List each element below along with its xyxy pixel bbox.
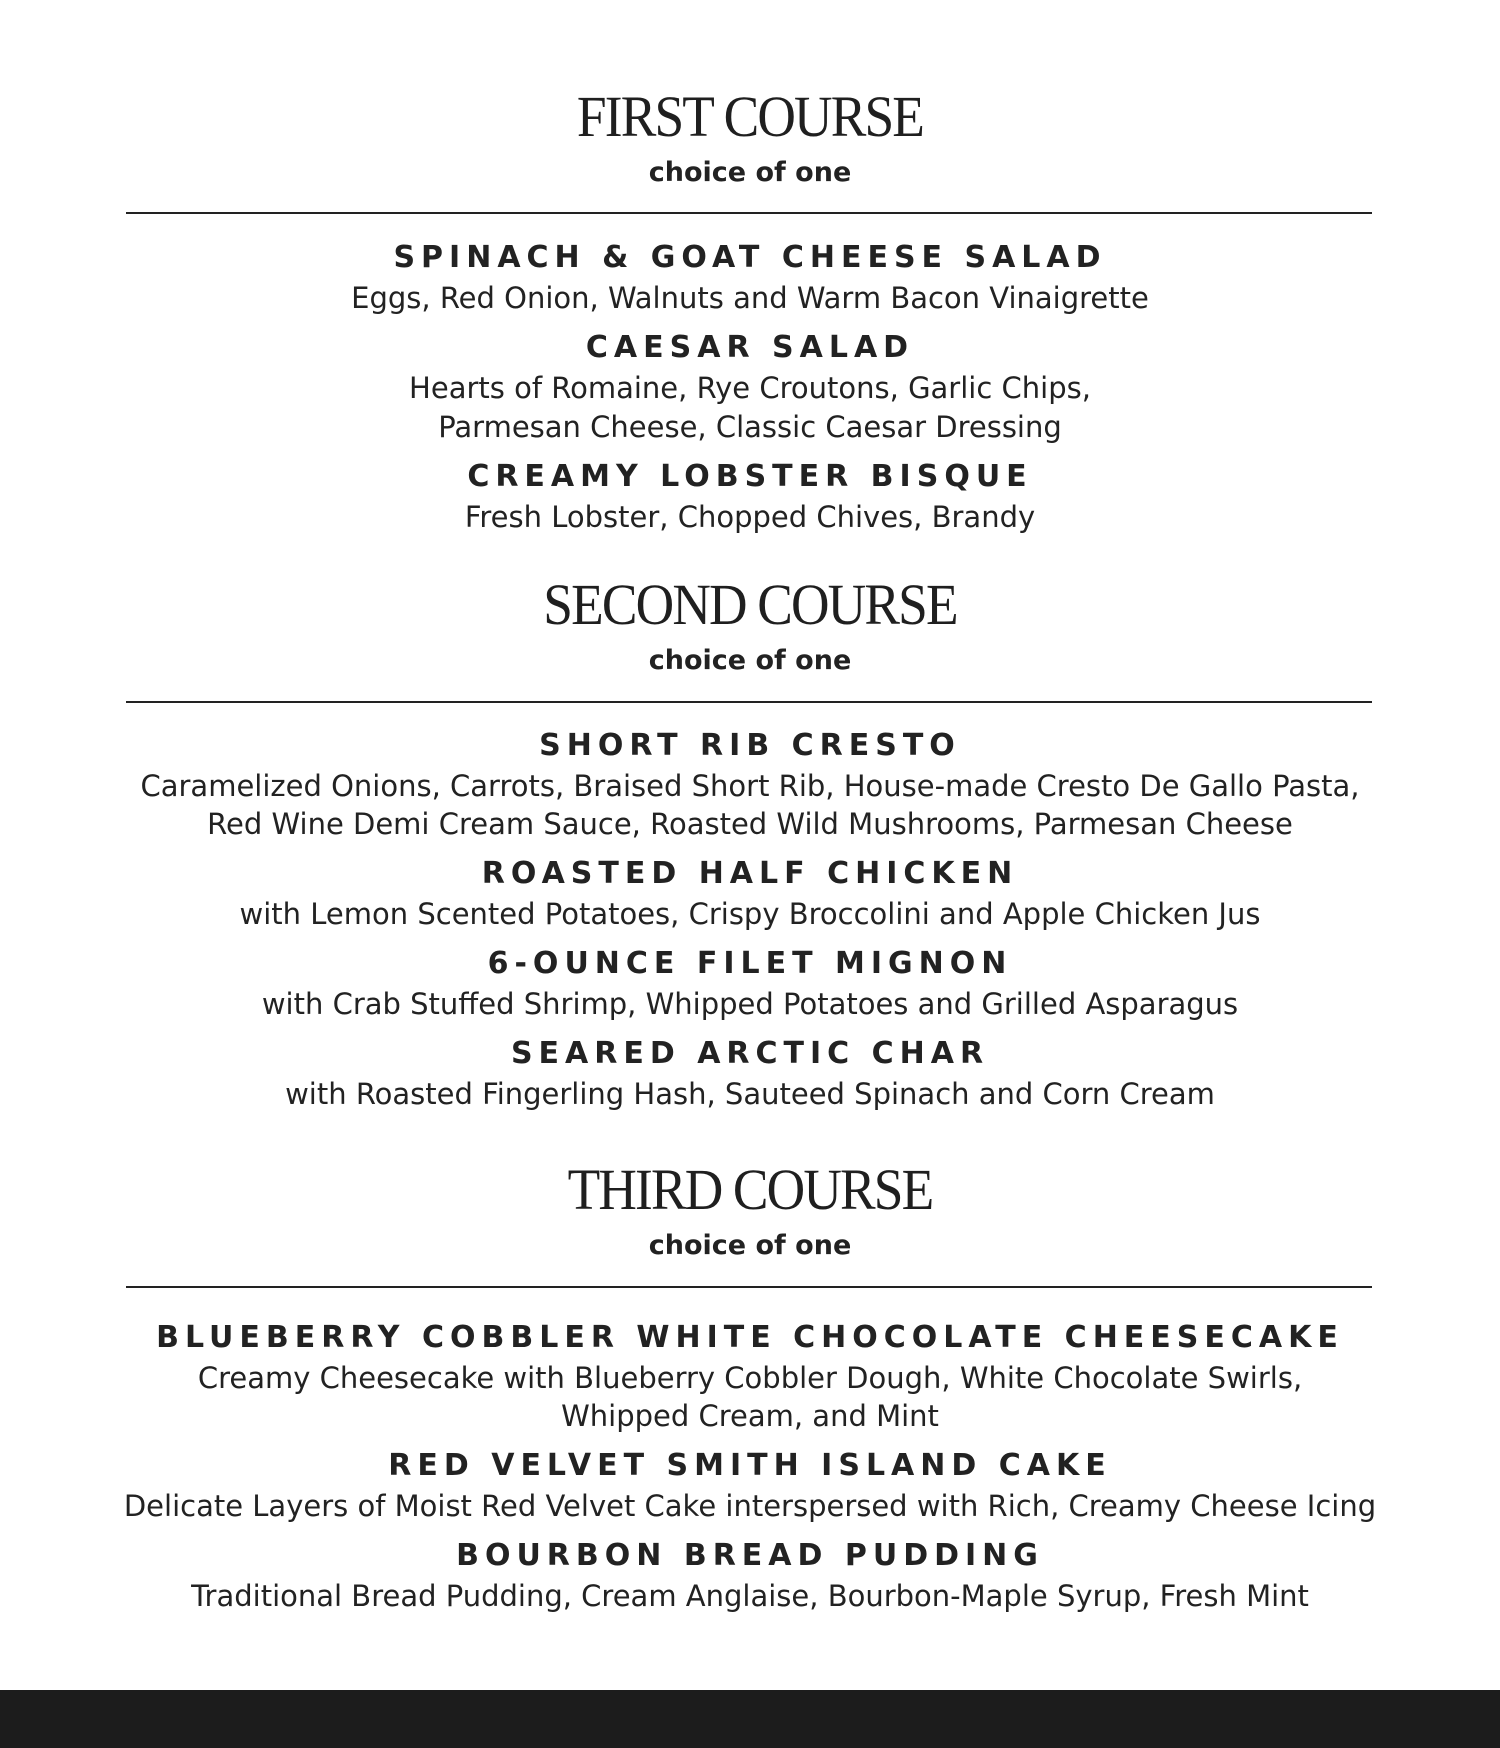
menu-item-name: 6-OUNCE FILET MIGNON	[487, 946, 1013, 981]
menu-item-description: Traditional Bread Pudding, Cream Anglaise, Bourbon-Maple Syrup, Fresh Mint	[191, 1579, 1309, 1613]
menu-item-name: BLUEBERRY COBBLER WHITE CHOCOLATE CHEESECAKE	[156, 1320, 1344, 1355]
menu-item-name: ROASTED HALF CHICKEN	[481, 856, 1019, 891]
first-course-header	[0, 84, 1500, 188]
menu-item-name: CREAMY LOBSTER BISQUE	[467, 459, 1033, 494]
menu-item-name: SEARED ARCTIC CHAR	[510, 1036, 990, 1071]
menu-item-description: Delicate Layers of Moist Red Velvet Cake interspersed with Rich, Creamy Cheese Icing	[123, 1489, 1377, 1523]
divider	[126, 212, 1372, 214]
menu-item-description: Whipped Cream, and Mint	[561, 1399, 939, 1433]
menu-item-description: with Lemon Scented Potatoes, Crispy Broccolini and Apple Chicken Jus	[239, 897, 1261, 931]
menu-item-description: with Crab Stuffed Shrimp, Whipped Potatoes and Grilled Asparagus	[261, 987, 1239, 1021]
course-subtitle: choice of one	[648, 645, 852, 676]
menu-item-description: Fresh Lobster, Chopped Chives, Brandy	[464, 500, 1036, 534]
menu-item-description: Hearts of Romaine, Rye Croutons, Garlic Chips,	[409, 371, 1091, 405]
second-course-header	[0, 572, 1500, 676]
course-title: SECOND COURSE	[543, 572, 957, 637]
third-course-header	[0, 1157, 1500, 1261]
course-subtitle: choice of one	[648, 1230, 852, 1261]
divider	[126, 1286, 1372, 1288]
menu-item-description: Creamy Cheesecake with Blueberry Cobbler Dough, White Chocolate Swirls,	[197, 1361, 1303, 1395]
menu-item-description: Parmesan Cheese, Classic Caesar Dressing	[438, 410, 1062, 444]
course-subtitle: choice of one	[648, 157, 852, 188]
footer-bar	[0, 1690, 1500, 1748]
menu-item-name: CAESAR SALAD	[585, 330, 915, 365]
menu-item-name: BOURBON BREAD PUDDING	[456, 1538, 1044, 1573]
menu-item-description: with Roasted Fingerling Hash, Sauteed Spinach and Corn Cream	[285, 1077, 1215, 1111]
divider	[126, 701, 1372, 703]
course-title: THIRD COURSE	[567, 1157, 933, 1222]
menu-item-name: SHORT RIB CRESTO	[539, 728, 961, 763]
menu-item-description: Red Wine Demi Cream Sauce, Roasted Wild Mushrooms, Parmesan Cheese	[207, 807, 1293, 841]
menu-item-name: SPINACH & GOAT CHEESE SALAD	[393, 240, 1107, 275]
menu-item-description: Caramelized Onions, Carrots, Braised Short Rib, House-made Cresto De Gallo Pasta,	[140, 769, 1360, 803]
menu-item-description: Eggs, Red Onion, Walnuts and Warm Bacon Vinaigrette	[351, 281, 1149, 315]
menu-item-name: RED VELVET SMITH ISLAND CAKE	[388, 1448, 1112, 1483]
course-title: FIRST COURSE	[576, 84, 924, 149]
